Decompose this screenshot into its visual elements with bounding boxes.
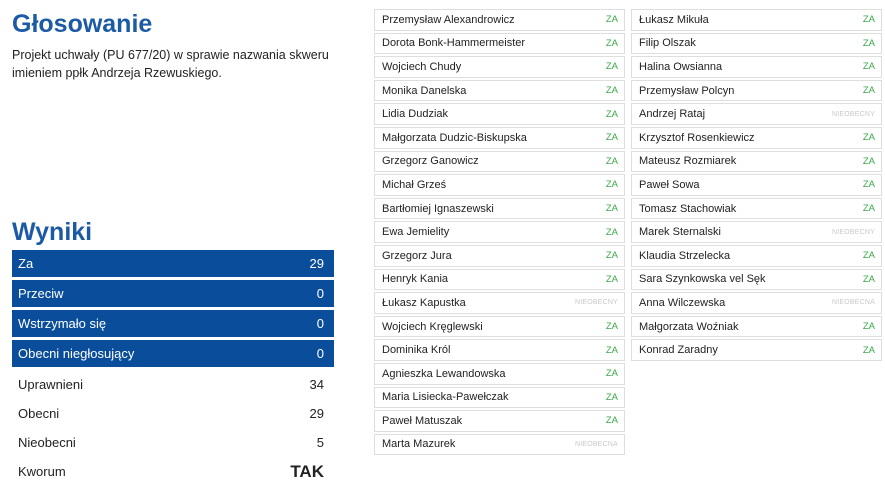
vote-status: ZA bbox=[605, 61, 618, 73]
vote-status: NIEOBECNY bbox=[574, 299, 618, 307]
vote-row bbox=[374, 80, 625, 102]
results-panel bbox=[12, 250, 334, 486]
vote-row bbox=[631, 103, 882, 125]
vote-row bbox=[631, 56, 882, 78]
vote-status: ZA bbox=[605, 250, 618, 262]
councillor-name: Maria Lisiecka-Pawełczak bbox=[382, 391, 509, 404]
councillor-name: Konrad Zaradny bbox=[639, 344, 718, 357]
councillor-name: Michał Grześ bbox=[382, 178, 447, 191]
vote-row bbox=[374, 221, 625, 243]
councillor-name: Tomasz Stachowiak bbox=[639, 202, 737, 215]
detail-kworum bbox=[12, 457, 334, 486]
vote-row bbox=[631, 33, 882, 55]
vote-row bbox=[374, 103, 625, 125]
votes-column-2 bbox=[631, 9, 882, 363]
vote-status: ZA bbox=[605, 368, 618, 380]
councillor-name: Krzysztof Rosenkiewicz bbox=[639, 131, 755, 144]
vote-row bbox=[374, 9, 625, 31]
councillor-name: Mateusz Rozmiarek bbox=[639, 155, 737, 168]
result-label: Obecni niegłosujący bbox=[18, 346, 135, 361]
councillor-name: Dominika Król bbox=[382, 344, 451, 357]
councillor-name: Marek Sternalski bbox=[639, 226, 721, 239]
result-value: 0 bbox=[316, 316, 324, 331]
detail-uprawnieni bbox=[12, 370, 334, 399]
vote-row bbox=[374, 269, 625, 291]
page-title: Głosowanie bbox=[12, 10, 153, 38]
councillor-name: Łukasz Kapustka bbox=[382, 296, 466, 309]
result-przeciw bbox=[12, 280, 334, 307]
vote-row bbox=[631, 269, 882, 291]
results-title: Wyniki bbox=[12, 218, 93, 246]
result-label: Wstrzymało się bbox=[18, 316, 107, 331]
councillor-name: Małgorzata Woźniak bbox=[639, 320, 739, 333]
vote-status: ZA bbox=[605, 155, 618, 167]
vote-row bbox=[631, 151, 882, 173]
result-label: Przeciw bbox=[18, 286, 64, 301]
councillor-name: Filip Olszak bbox=[639, 37, 696, 50]
councillor-name: Wojciech Chudy bbox=[382, 60, 462, 73]
vote-status: ZA bbox=[862, 37, 875, 49]
result-za bbox=[12, 250, 334, 277]
vote-status: ZA bbox=[605, 108, 618, 120]
vote-row bbox=[631, 80, 882, 102]
councillor-name: Łukasz Mikuła bbox=[639, 13, 709, 26]
councillor-name: Przemysław Polcyn bbox=[639, 84, 735, 97]
detail-label: Uprawnieni bbox=[18, 377, 84, 392]
vote-status: ZA bbox=[862, 321, 875, 333]
vote-header bbox=[12, 8, 334, 82]
vote-status: ZA bbox=[605, 14, 618, 26]
vote-status: ZA bbox=[862, 250, 875, 262]
councillor-name: Wojciech Kręglewski bbox=[382, 320, 483, 333]
councillor-name: Andrzej Rataj bbox=[639, 108, 706, 121]
vote-status: NIEOBECNY bbox=[831, 228, 875, 236]
vote-row bbox=[374, 174, 625, 196]
councillor-name: Grzegorz Ganowicz bbox=[382, 155, 479, 168]
vote-status: NIEOBECNY bbox=[831, 110, 875, 118]
vote-status: ZA bbox=[605, 132, 618, 144]
detail-label: Nieobecni bbox=[18, 435, 76, 450]
councillor-name: Klaudia Strzelecka bbox=[639, 249, 731, 262]
councillor-name: Grzegorz Jura bbox=[382, 249, 452, 262]
councillor-name: Paweł Sowa bbox=[639, 178, 700, 191]
vote-row bbox=[631, 198, 882, 220]
vote-row bbox=[374, 363, 625, 385]
vote-status: ZA bbox=[605, 179, 618, 191]
vote-status: ZA bbox=[862, 132, 875, 144]
vote-status: ZA bbox=[862, 273, 875, 285]
vote-row bbox=[631, 292, 882, 314]
vote-row bbox=[631, 9, 882, 31]
vote-row bbox=[374, 33, 625, 55]
vote-row bbox=[374, 127, 625, 149]
vote-row bbox=[374, 434, 625, 456]
vote-row bbox=[631, 221, 882, 243]
vote-row bbox=[631, 316, 882, 338]
vote-row bbox=[631, 245, 882, 267]
vote-status: ZA bbox=[605, 226, 618, 238]
detail-value: 34 bbox=[309, 377, 324, 392]
detail-obecni bbox=[12, 399, 334, 428]
vote-status: ZA bbox=[862, 155, 875, 167]
detail-label: Kworum bbox=[18, 464, 66, 479]
vote-status: ZA bbox=[605, 321, 618, 333]
councillor-name: Dorota Bonk-Hammermeister bbox=[382, 37, 526, 50]
detail-value: TAK bbox=[290, 461, 324, 481]
councillor-name: Paweł Matuszak bbox=[382, 414, 463, 427]
councillor-name: Lidia Dudziak bbox=[382, 108, 449, 121]
vote-status: NIEOBECNA bbox=[831, 299, 875, 307]
result-label: Za bbox=[18, 256, 34, 271]
detail-label: Obecni bbox=[18, 406, 60, 421]
vote-row bbox=[374, 198, 625, 220]
result-value: 0 bbox=[316, 346, 324, 361]
detail-value: 5 bbox=[316, 435, 324, 450]
councillor-name: Ewa Jemielity bbox=[382, 226, 450, 239]
vote-status: ZA bbox=[605, 37, 618, 49]
vote-row bbox=[374, 56, 625, 78]
result-niegłosujacy bbox=[12, 340, 334, 367]
vote-status: ZA bbox=[605, 273, 618, 285]
vote-status: ZA bbox=[605, 85, 618, 97]
vote-row bbox=[631, 174, 882, 196]
councillor-name: Przemysław Alexandrowicz bbox=[382, 13, 515, 26]
councillor-name: Agnieszka Lewandowska bbox=[382, 367, 506, 380]
detail-value: 29 bbox=[309, 406, 324, 421]
detail-nieobecni bbox=[12, 428, 334, 457]
votes-column-1 bbox=[374, 9, 625, 457]
vote-status: NIEOBECNA bbox=[574, 440, 618, 448]
vote-status: ZA bbox=[862, 203, 875, 215]
vote-status: ZA bbox=[862, 85, 875, 97]
councillor-name: Marta Mazurek bbox=[382, 438, 456, 451]
result-value: 0 bbox=[316, 286, 324, 301]
councillor-name: Anna Wilczewska bbox=[639, 296, 726, 309]
vote-row bbox=[374, 245, 625, 267]
resolution-description: Projekt uchwały (PU 677/20) w sprawie nazwania skweru imieniem ppłk Andrzeja Rzewuskiego. bbox=[12, 48, 329, 80]
vote-status: ZA bbox=[862, 61, 875, 73]
vote-status: ZA bbox=[605, 391, 618, 403]
vote-row bbox=[374, 410, 625, 432]
vote-status: ZA bbox=[862, 179, 875, 191]
vote-status: ZA bbox=[605, 203, 618, 215]
vote-row bbox=[374, 151, 625, 173]
vote-status: ZA bbox=[605, 344, 618, 356]
vote-status: ZA bbox=[605, 415, 618, 427]
vote-status: ZA bbox=[862, 14, 875, 26]
councillor-name: Henryk Kania bbox=[382, 273, 449, 286]
result-wstrzymalo bbox=[12, 310, 334, 337]
vote-row bbox=[631, 127, 882, 149]
vote-row bbox=[374, 339, 625, 361]
vote-status: ZA bbox=[862, 344, 875, 356]
councillor-name: Bartłomiej Ignaszewski bbox=[382, 202, 494, 215]
vote-row bbox=[374, 387, 625, 409]
councillor-name: Halina Owsianna bbox=[639, 60, 723, 73]
vote-row bbox=[374, 292, 625, 314]
vote-row bbox=[374, 316, 625, 338]
councillor-name: Monika Danelska bbox=[382, 84, 467, 97]
councillor-name: Małgorzata Dudzic-Biskupska bbox=[382, 131, 527, 144]
councillor-name: Sara Szynkowska vel Sęk bbox=[639, 273, 766, 286]
result-value: 29 bbox=[309, 256, 324, 271]
vote-row bbox=[631, 339, 882, 361]
